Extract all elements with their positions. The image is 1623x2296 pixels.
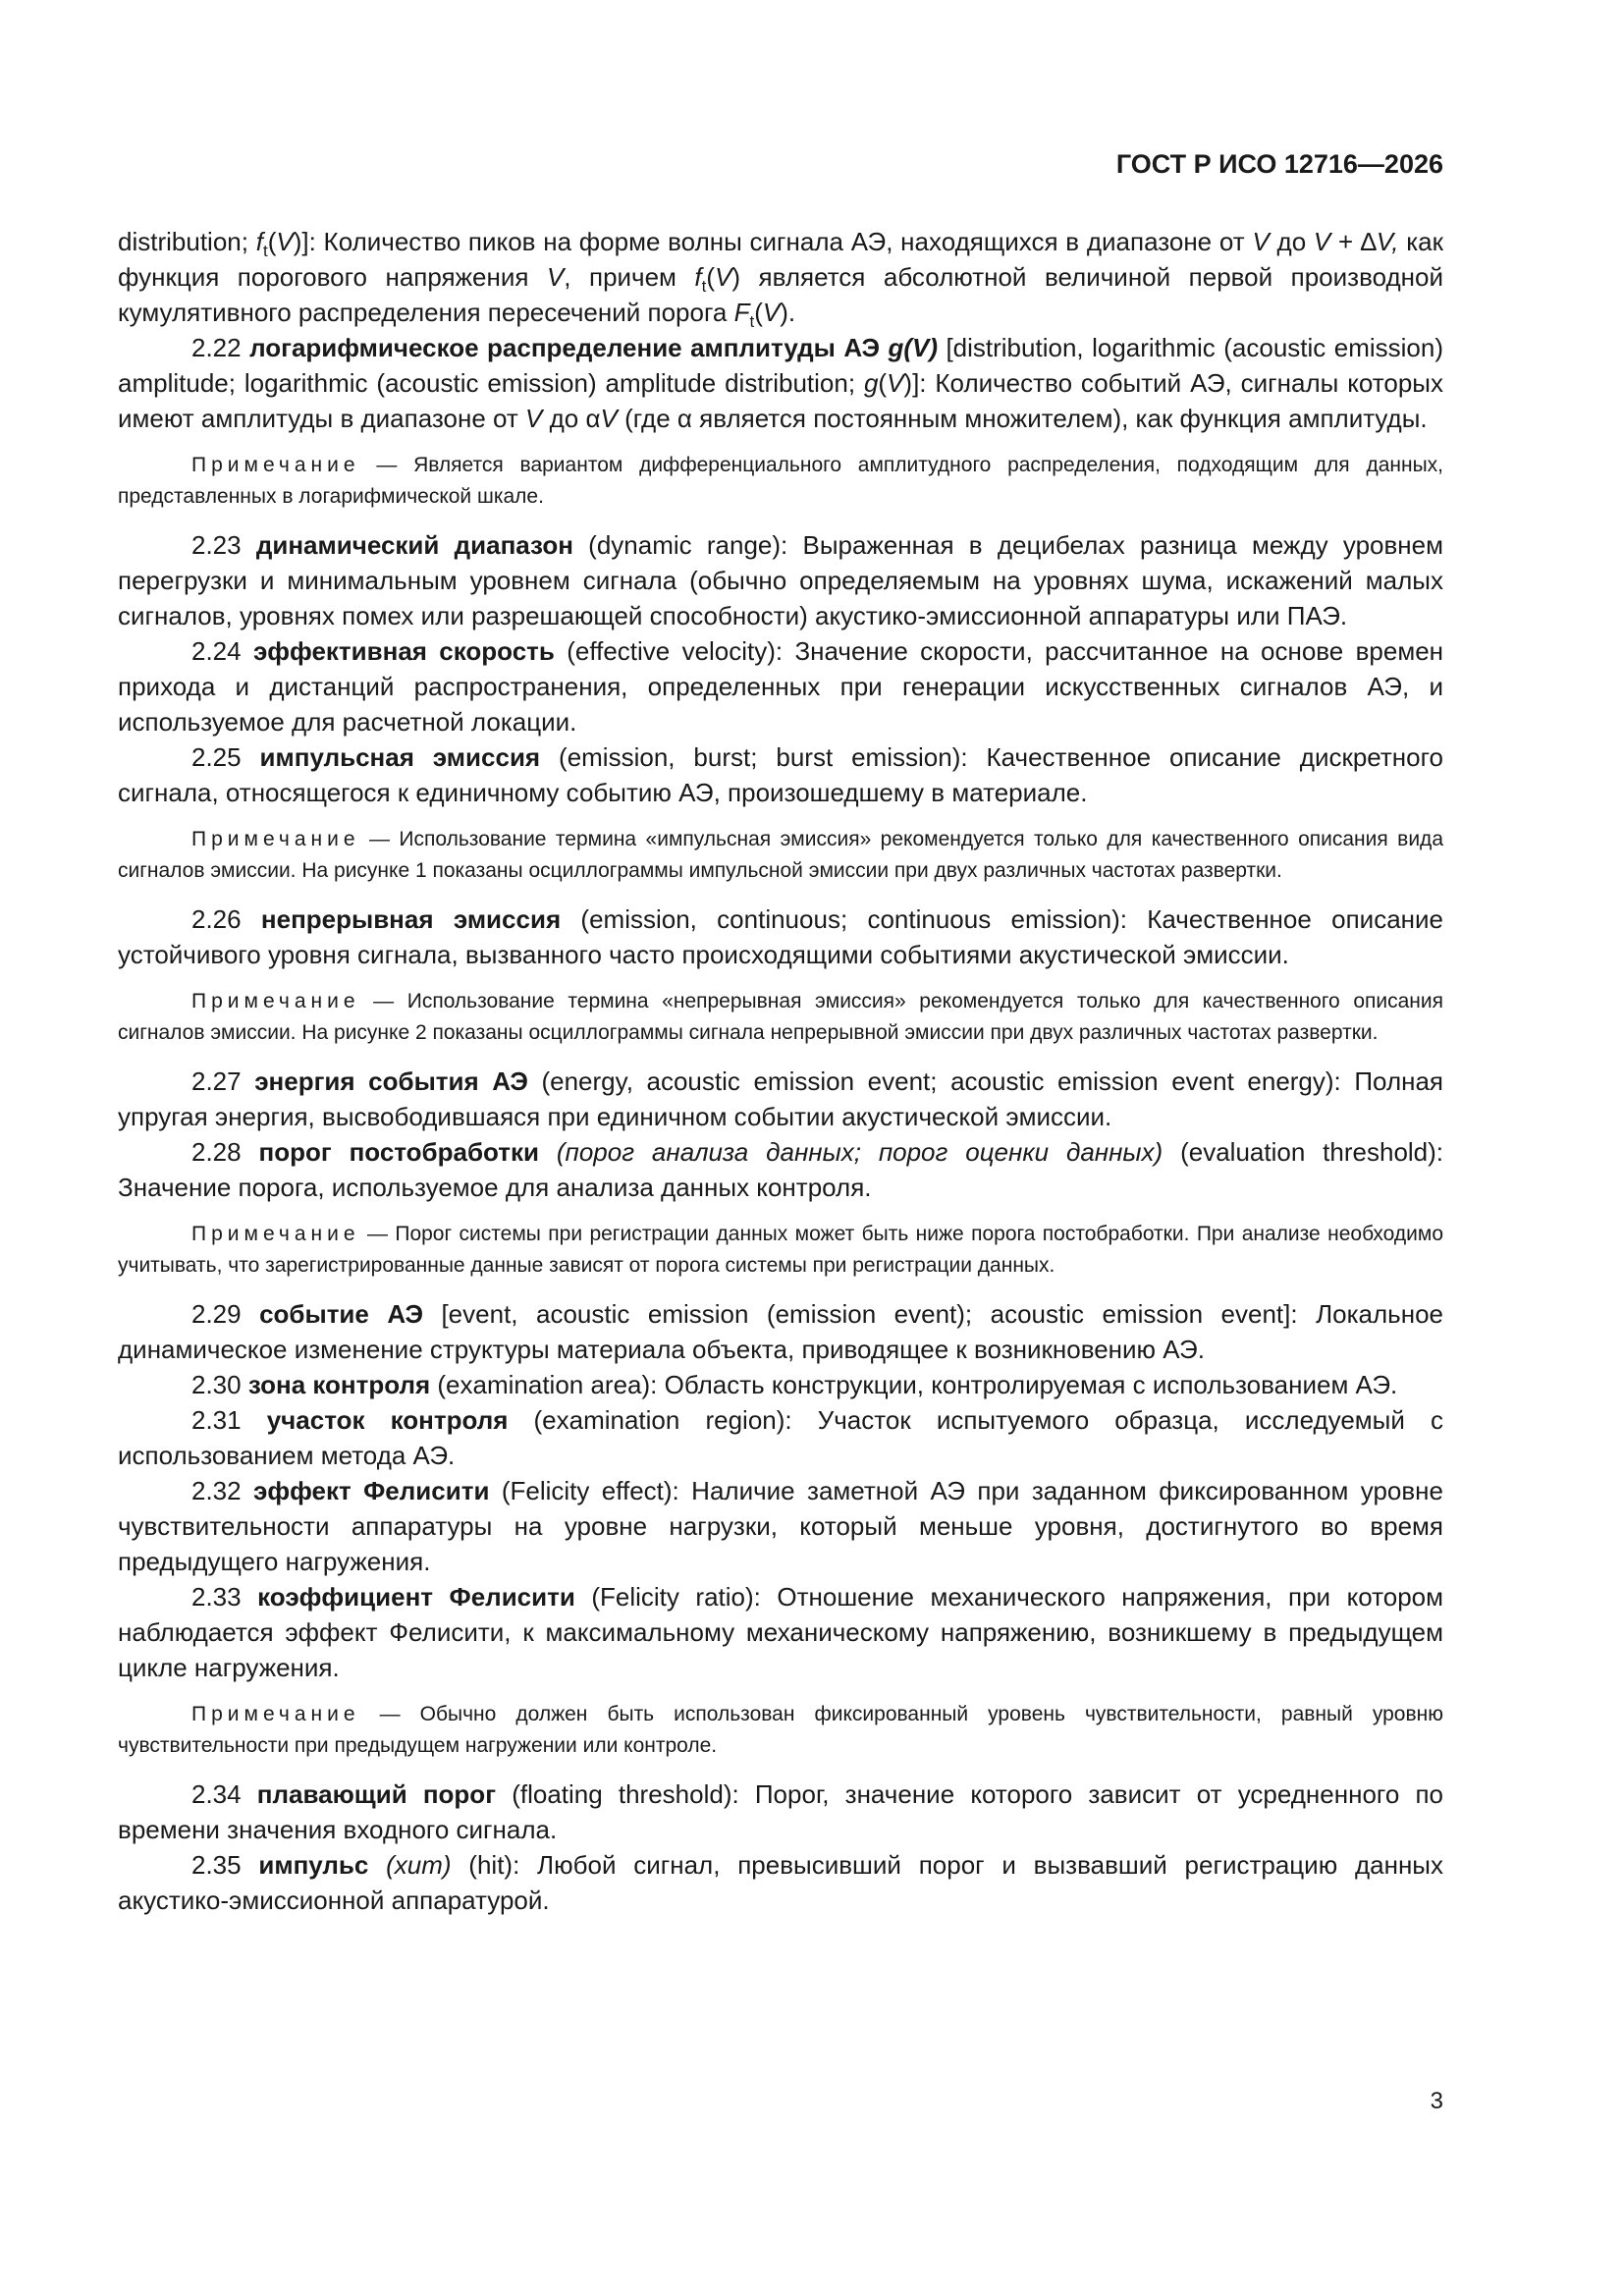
note-2-26: Примечание — Использование термина «непрерывная эмиссия» рекомендуется только для качественного описания сигналов эмиссии. На рисунке 2 показаны осциллограммы сигнала непрерывной эмиссии при двух различных частотах развертки. [118, 990, 1443, 1044]
term-2-29: 2.29 событие АЭ [event, acoustic emission (emission event); acoustic emission event]: Локальное динамическое изменение структуры материала объекта, приводящее к возникновению АЭ. [118, 1299, 1443, 1364]
term-2-34: 2.34 плавающий порог (floating threshold): Порог, значение которого зависит от усредненного по времени значения входного сигнала. [118, 1779, 1444, 1844]
term-2-24: 2.24 эффективная скорость (effective velocity): Значение скорости, рассчитанное на основе времен прихода и дистанций распространения, определенных при генерации искусственных сигналов АЭ, и используемое для расчетной локации. [118, 636, 1444, 737]
term-2-35: 2.35 импульс (хит) (hit): Любой сигнал, превысивший порог и вызвавший регистрацию данных акустико-эмиссионной аппаратурой. [118, 1850, 1443, 1915]
note-2-28: Примечание — Порог системы при регистрации данных может быть ниже порога постобработки. При анализе необходимо учитывать, что зарегистрированные данные зависят от порога системы при регистрации данных. [118, 1223, 1443, 1277]
note-2-22: Примечание — Является вариантом дифференциального амплитудного распределения, подходящим для данных, представленных в логарифмической шкале. [118, 454, 1443, 508]
term-2-31: 2.31 участок контроля (examination region): Участок испытуемого образца, исследуемый с использованием метода АЭ. [118, 1405, 1443, 1470]
term-2-23: 2.23 динамический диапазон (dynamic range): Выраженная в децибелах разница между уровнем перегрузки и минимальным уровнем сигнала (обычно определяемым на уровнях шума, искажений малых сигналов, уровнях помех или разрешающей способности) акустико-эмиссионной аппаратуры или ПАЭ. [118, 530, 1443, 630]
page-number: 3 [1430, 2088, 1443, 2114]
document-code: ГОСТ Р ИСО 12716—2026 [1115, 149, 1443, 179]
term-2-25: 2.25 импульсная эмиссия (emission, burst; burst emission): Качественное описание дискретного сигнала, относящегося к единичному событию АЭ, произошедшему в материале. [118, 742, 1443, 807]
note-2-33: Примечание — Обычно должен быть использован фиксированный уровень чувствительности, равный уровню чувствительности при предыдущем нагружении или контроле. [118, 1703, 1443, 1757]
document-body [118, 224, 1443, 1918]
term-2-27: 2.27 энергия события АЭ (energy, acoustic emission event; acoustic emission event energy): Полная упругая энергия, высвободившаяся при единичном событии акустической эмиссии. [118, 1066, 1444, 1131]
term-2-33: 2.33 коэффициент Фелисити (Felicity ratio): Отношение механического напряжения, при котором наблюдается эффект Фелисити, к максимальному механическому напряжению, возникшему в предыдущем цикле нагружения. [118, 1582, 1443, 1682]
term-2-26: 2.26 непрерывная эмиссия (emission, continuous; continuous emission): Качественное описание устойчивого уровня сигнала, вызванного часто происходящими событиями акустической эмиссии. [118, 904, 1443, 969]
term-2-22: 2.22 логарифмическое распределение амплитуды АЭ g(V) [distribution, logarithmic (acoustic emission) amplitude; logarithmic (acoustic emission) amplitude distribution; g(V)]: Количество событий АЭ, сигналы которых имеют амплитуды в диапазоне от V до αV (где α является постоянным множителем), как функция амплитуды. [118, 333, 1443, 433]
term-2-32: 2.32 эффект Фелисити (Felicity effect): Наличие заметной АЭ при заданном фиксированном уровне чувствительности аппаратуры на уровне нагрузки, который меньше уровня, достигнутого во время предыдущего нагружения. [118, 1476, 1444, 1576]
note-2-25: Примечание — Использование термина «импульсная эмиссия» рекомендуется только для качественного описания вида сигналов эмиссии. На рисунке 1 показаны осциллограммы импульсной эмиссии при двух различных частотах развертки. [118, 828, 1443, 882]
continuation-paragraph: distribution; $f_t(V)$]: Количество пиков на форме волны сигнала АЭ, находящихся в диапазоне от V до V + ∆V, как функция порогового напряжения V, причем $f_t(V)$ является абсолютной величиной первой производной кумулятивного распределения пересечений порога $F_t(V)$. [118, 227, 1444, 332]
term-2-30: 2.30 зона контроля (examination area): Область конструкции, контролируемая с использованием АЭ. [191, 1370, 1398, 1399]
term-2-28: 2.28 порог постобработки (порог анализа данных; порог оценки данных) (evaluation threshold): Значение порога, используемое для анализа данных контроля. [118, 1137, 1444, 1202]
